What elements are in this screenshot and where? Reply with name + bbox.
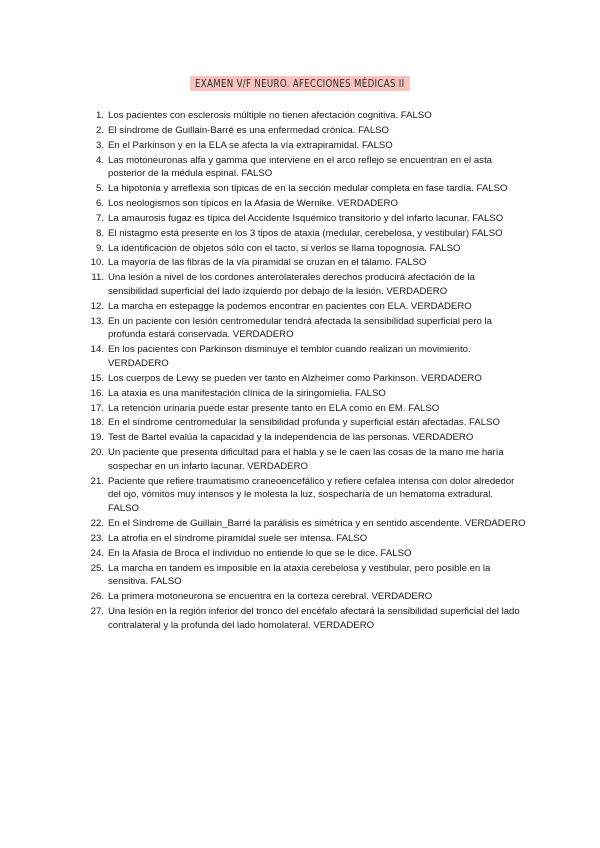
item-text: Los pacientes con esclerosis múltiple no tienen afectación cognitiva. FALSO <box>108 110 432 121</box>
item-number: 3. <box>95 139 104 151</box>
list-item <box>86 532 526 546</box>
list-item <box>86 154 526 182</box>
item-number: 6. <box>95 197 104 209</box>
list-item <box>86 124 526 138</box>
item-number: 1. <box>95 110 104 121</box>
item-number: 13. <box>90 315 104 327</box>
item-number: 7. <box>95 212 104 224</box>
item-number: 27. <box>90 605 104 617</box>
item-text: Los neologismos son típicos en la Afasia de Wernike. VERDADERO <box>108 197 398 209</box>
list-item <box>86 271 526 299</box>
item-number: 19. <box>90 432 104 444</box>
list-item <box>86 139 526 153</box>
question-list <box>86 109 526 634</box>
item-number: 9. <box>95 242 104 254</box>
item-text: La marcha en estepagge la podemos encontrar en pacientes con ELA. VERDADERO <box>108 300 472 312</box>
item-text: Paciente que refiere traumatismo craneoencefálico y refiere cefalea intensa con dolor alrededor del ojo, vómitos muy intensos y le molesta la luz, sospecharía de un hematoma extradural. FALSO <box>108 475 515 515</box>
item-number: 21. <box>90 475 104 487</box>
list-item <box>86 242 526 256</box>
item-text: En la Afasia de Broca el individuo no entiende lo que se le dice. FALSO <box>108 547 412 559</box>
list-item <box>86 182 526 196</box>
list-item <box>86 431 526 445</box>
item-text: Las motoneuronas alfa y gamma que interviene en el arco reflejo se encuentran en el asta posterior de la médula espinal. FALSO <box>108 154 492 180</box>
item-text: El nistagmo está presente en los 3 tipos de ataxia (medular, cerebelosa, y vestibular) FALSO <box>108 227 503 239</box>
item-number: 10. <box>90 257 104 269</box>
item-number: 12. <box>90 300 104 312</box>
item-text: Una lesión en la región inferior del tronco del encéfalo afectará la sensibilidad superficial del lado contralateral y la profunda del lado homolateral. VERDADERO <box>108 605 520 631</box>
item-number: 20. <box>90 447 104 459</box>
item-text: Test de Bartel evalúa la capacidad y la independencia de las personas. VERDADERO <box>108 432 474 444</box>
item-text: La ataxia es una manifestación clínica de la siringomielia. FALSO <box>108 387 386 399</box>
list-item <box>86 590 526 604</box>
item-text: La amaurosis fugaz es típica del Accidente Isquémico transitorio y del infarto lacunar. FALSO <box>108 212 504 224</box>
item-text: La primera motoneurona se encuentra en la corteza cerebral. VERDADERO <box>108 591 433 603</box>
list-item <box>86 227 526 241</box>
item-text: En el Parkinson y en la ELA se afecta la vía extrapiramidal. FALSO <box>108 139 393 151</box>
item-number: 22. <box>90 517 104 529</box>
item-text: La retención urinaria puede estar presente tanto en ELA como en EM. FALSO <box>108 402 440 414</box>
item-text: La mayoría de las fibras de la vía piramidal se cruzan en el tálamo. FALSO <box>108 257 427 269</box>
list-item <box>86 402 526 416</box>
item-text: La atrofia en el síndrome piramidal suele ser intensa. FALSO <box>108 532 368 544</box>
item-number: 15. <box>90 372 104 384</box>
list-item <box>86 212 526 226</box>
item-text: Los cuerpos de Lewy se pueden ver tanto en Alzheimer como Parkinson. VERDADERO <box>108 372 482 384</box>
item-number: 18. <box>90 417 104 429</box>
list-item <box>86 109 526 123</box>
list-item <box>86 372 526 386</box>
item-text: En un paciente con lesión centromedular tendrá afectada la sensibilidad superficial pero la profunda estará conservada. VERDADERO <box>108 315 492 341</box>
item-number: 8. <box>95 227 104 239</box>
item-number: 14. <box>90 344 104 356</box>
item-number: 4. <box>95 154 104 166</box>
list-item <box>86 475 526 516</box>
item-number: 25. <box>90 562 104 574</box>
list-item <box>86 197 526 211</box>
item-text: Un paciente que presenta dificultad para el habla y se le caen las cosas de la mano me haría sospechar en un infarto lacunar. VERDADERO <box>108 447 504 472</box>
item-text: En los pacientes con Parkinson disminuye el temblor cuando realizan un movimiento. VERDADERO <box>108 344 471 369</box>
list-item <box>86 315 526 343</box>
list-item <box>86 547 526 561</box>
item-number: 16. <box>90 387 104 399</box>
item-number: 11. <box>91 272 104 284</box>
item-number: 5. <box>95 183 104 195</box>
list-item <box>86 343 526 371</box>
list-item <box>86 416 526 430</box>
list-item <box>86 517 526 531</box>
list-item <box>86 256 526 270</box>
item-number: 26. <box>90 591 104 603</box>
item-number: 24. <box>90 547 104 559</box>
item-number: 23. <box>90 532 104 544</box>
page-title: EXAMEN V/F NEURO. AFECCIONES MÉDICAS II <box>190 76 409 91</box>
list-item <box>86 562 526 590</box>
item-text: La marcha en tandem es imposible en la ataxia cerebelosa y vestibular, pero posible en la sensitiva. FALSO <box>108 562 491 588</box>
item-number: 17. <box>90 402 104 414</box>
list-item <box>86 605 526 633</box>
item-text: El síndrome de Guillain-Barré es una enfermedad crónica. FALSO <box>108 124 390 136</box>
list-item <box>86 387 526 401</box>
item-text: En el Síndrome de Guillain_Barré la parálisis es simétrica y en sentido ascendente. VERDADERO <box>108 517 526 529</box>
item-text: En el síndrome centromedular la sensibilidad profunda y superficial están afectadas. FALSO <box>108 417 500 429</box>
title-container <box>0 74 600 92</box>
item-text: La hipotonía y arreflexia son típicas de en la sección medular completa en fase tardía. FALSO <box>108 183 508 195</box>
item-text: La identificación de objetos sólo con el tacto, si verlos se llama topognosia. FALSO <box>108 242 461 254</box>
item-text: Una lesión a nivel de los cordones anterolaterales derechos producirá afectación de la sensibilidad superficial del lado izquierdo por debajo de la lesión. VERDADERO <box>108 272 475 297</box>
item-number: 2. <box>95 124 104 136</box>
list-item <box>86 300 526 314</box>
list-item <box>86 446 526 474</box>
